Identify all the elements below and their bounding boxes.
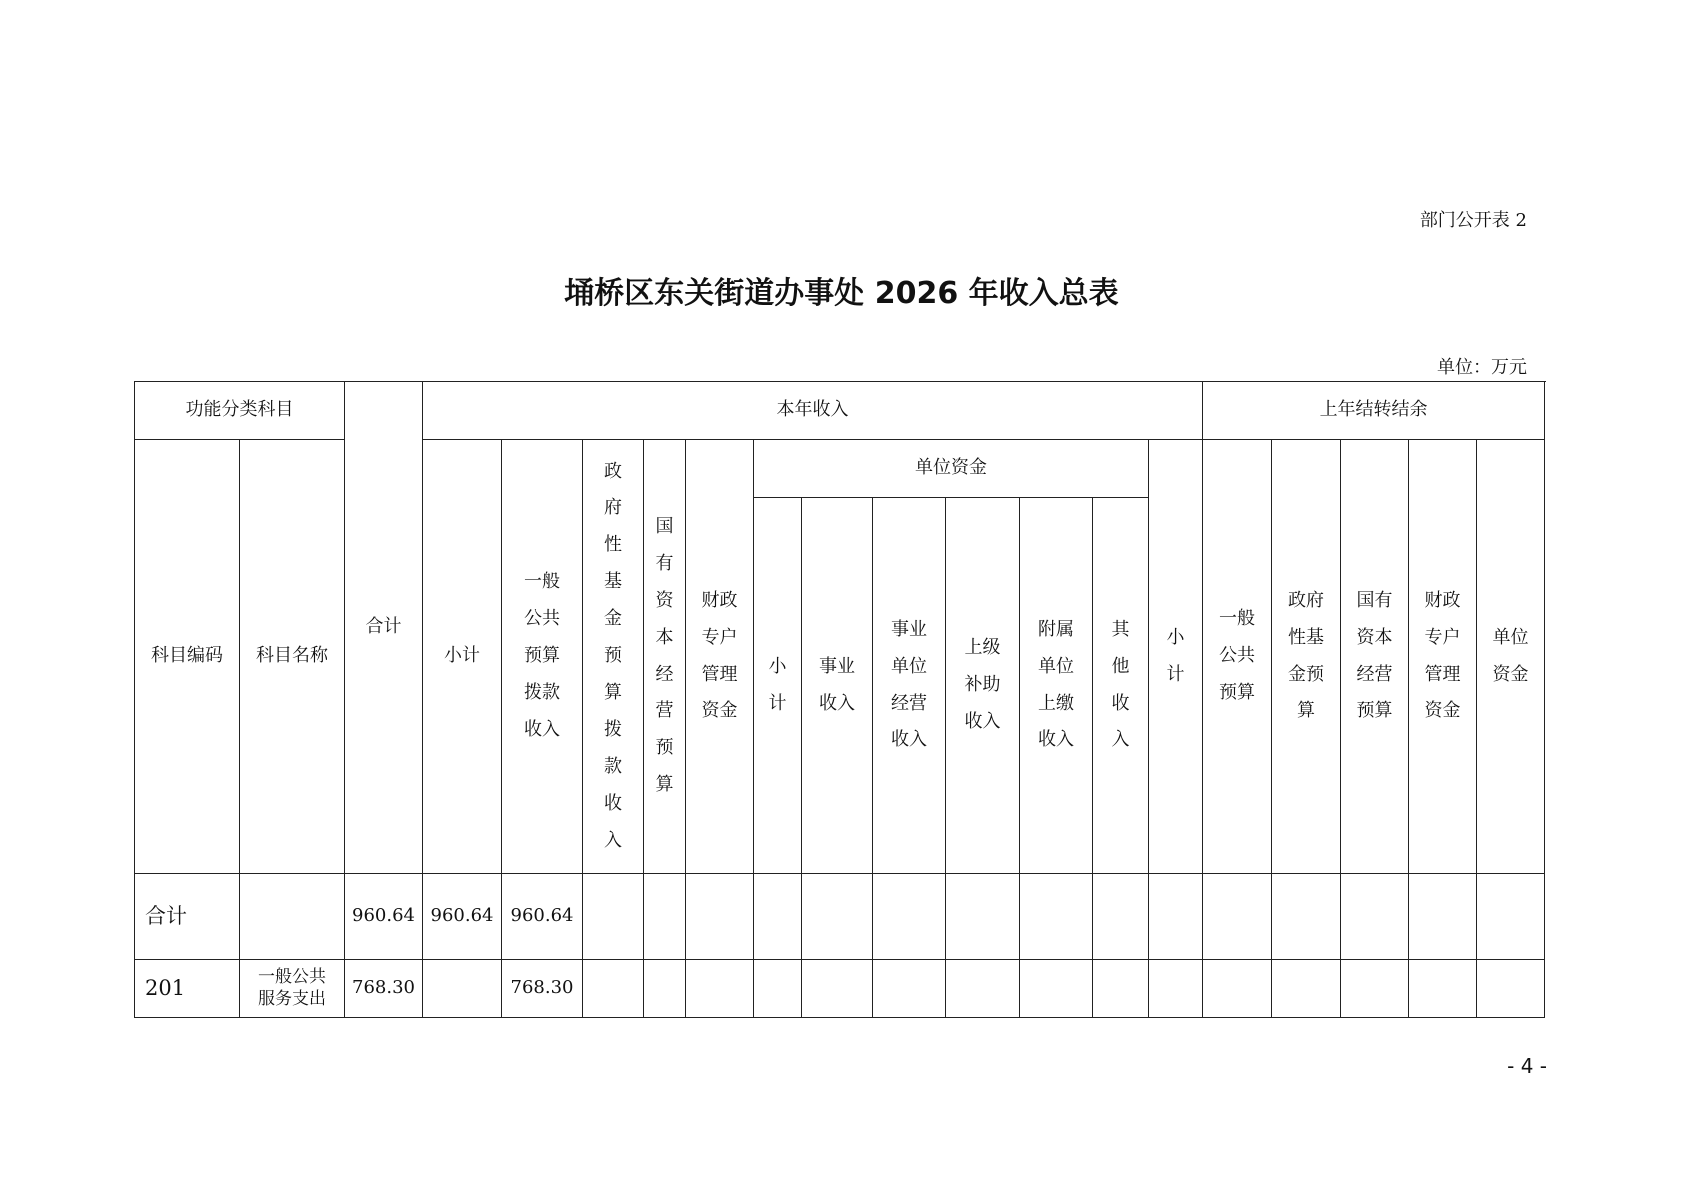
- header-unit-subtotal-label: 小计: [768, 655, 787, 714]
- header-fiscal-special: [686, 440, 754, 874]
- row-total: 960.64: [345, 874, 423, 960]
- table-cell: [1093, 874, 1149, 960]
- header-co-fiscal-special-label: 财政专户管理资金: [1424, 589, 1461, 722]
- table-cell: [1203, 960, 1272, 1018]
- header-co-gov-fund: [1272, 440, 1341, 874]
- header-co-gov-fund-label: 政府性基金预算: [1288, 589, 1325, 722]
- header-other-income: [1093, 498, 1149, 874]
- header-gov-fund: [583, 440, 644, 874]
- table-cell: [644, 960, 686, 1018]
- header-business-operating: [873, 498, 946, 874]
- table-cell: [1203, 874, 1272, 960]
- header-business-operating-label: 事业单位经营收入: [890, 618, 927, 751]
- header-business-income: [802, 498, 873, 874]
- row-code: 201: [135, 960, 240, 1018]
- header-co-general: [1203, 440, 1272, 874]
- table-cell: [1409, 960, 1477, 1018]
- header-unit-funds: 单位资金: [754, 440, 1149, 498]
- header-superior-subsidy-label: 上级补助收入: [964, 637, 1001, 732]
- header-name: 科目名称: [240, 440, 345, 874]
- income-table: [134, 381, 1545, 1018]
- table-row: [135, 874, 1545, 960]
- table-cell: [873, 960, 946, 1018]
- table-cell: [1341, 960, 1409, 1018]
- table-cell: [1477, 874, 1545, 960]
- header-total: 合计: [345, 382, 423, 874]
- unit-label: 单位：万元: [1437, 357, 1527, 378]
- header-current-year-income: 本年收入: [423, 382, 1203, 440]
- row-name-label: 一般公共服务支出: [257, 966, 326, 1009]
- row-subtotal: [423, 960, 502, 1018]
- table-cell: [686, 960, 754, 1018]
- table-cell: [1341, 874, 1409, 960]
- row-code: 合计: [135, 874, 240, 960]
- row-name: [240, 874, 345, 960]
- header-state-capital-label: 国有资本经营预算: [655, 515, 674, 796]
- header-co-unit-funds: [1477, 440, 1545, 874]
- header-affiliate-payment: [1020, 498, 1093, 874]
- header-general-budget: [502, 440, 583, 874]
- header-other-income-label: 其他收入: [1111, 618, 1130, 751]
- table-cell: [754, 874, 802, 960]
- table-cell: [1020, 874, 1093, 960]
- header-co-subtotal-label: 小计: [1166, 626, 1185, 685]
- table-cell: [686, 874, 754, 960]
- table-cell: [802, 960, 873, 1018]
- header-co-subtotal: [1149, 440, 1203, 874]
- table-cell: [1477, 960, 1545, 1018]
- row-total: 768.30: [345, 960, 423, 1018]
- form-id: 部门公开表 2: [1419, 210, 1527, 231]
- table-cell: [946, 960, 1020, 1018]
- header-co-state-capital-label: 国有资本经营预算: [1356, 589, 1393, 722]
- row-general-budget: 768.30: [502, 960, 583, 1018]
- page-number: - 4 -: [1507, 1054, 1547, 1078]
- table-cell: [583, 874, 644, 960]
- header-general-budget-label: 一般公共预算拨款收入: [523, 571, 560, 740]
- table-cell: [946, 874, 1020, 960]
- header-co-fiscal-special: [1409, 440, 1477, 874]
- header-superior-subsidy: [946, 498, 1020, 874]
- header-co-unit-funds-label: 单位资金: [1492, 626, 1529, 685]
- header-carryover: 上年结转结余: [1203, 382, 1545, 440]
- table-cell: [1093, 960, 1149, 1018]
- table-cell: [802, 874, 873, 960]
- header-co-general-label: 一般公共预算: [1219, 608, 1256, 703]
- header-affiliate-payment-label: 附属单位上缴收入: [1037, 618, 1074, 751]
- header-unit-subtotal: [754, 498, 802, 874]
- header-subtotal: 小计: [423, 440, 502, 874]
- table-cell: [1149, 960, 1203, 1018]
- table-cell: [583, 960, 644, 1018]
- table-cell: [1272, 874, 1341, 960]
- header-function-class: 功能分类科目: [135, 382, 345, 440]
- page-title: 埇桥区东关街道办事处 2026 年收入总表: [564, 276, 1119, 311]
- row-name: [240, 960, 345, 1018]
- header-code: 科目编码: [135, 440, 240, 874]
- table-row: [135, 960, 1545, 1018]
- table-cell: [1020, 960, 1093, 1018]
- table-cell: [754, 960, 802, 1018]
- header-state-capital: [644, 440, 686, 874]
- header-co-state-capital: [1341, 440, 1409, 874]
- table-cell: [1149, 874, 1203, 960]
- row-subtotal: 960.64: [423, 874, 502, 960]
- table-cell: [1409, 874, 1477, 960]
- header-business-income-label: 事业收入: [818, 655, 855, 714]
- table-cell: [644, 874, 686, 960]
- table-cell: [873, 874, 946, 960]
- row-general-budget: 960.64: [502, 874, 583, 960]
- header-fiscal-special-label: 财政专户管理资金: [701, 589, 738, 722]
- table-cell: [1272, 960, 1341, 1018]
- header-gov-fund-label: 政府性基金预算拨款收入: [604, 460, 622, 851]
